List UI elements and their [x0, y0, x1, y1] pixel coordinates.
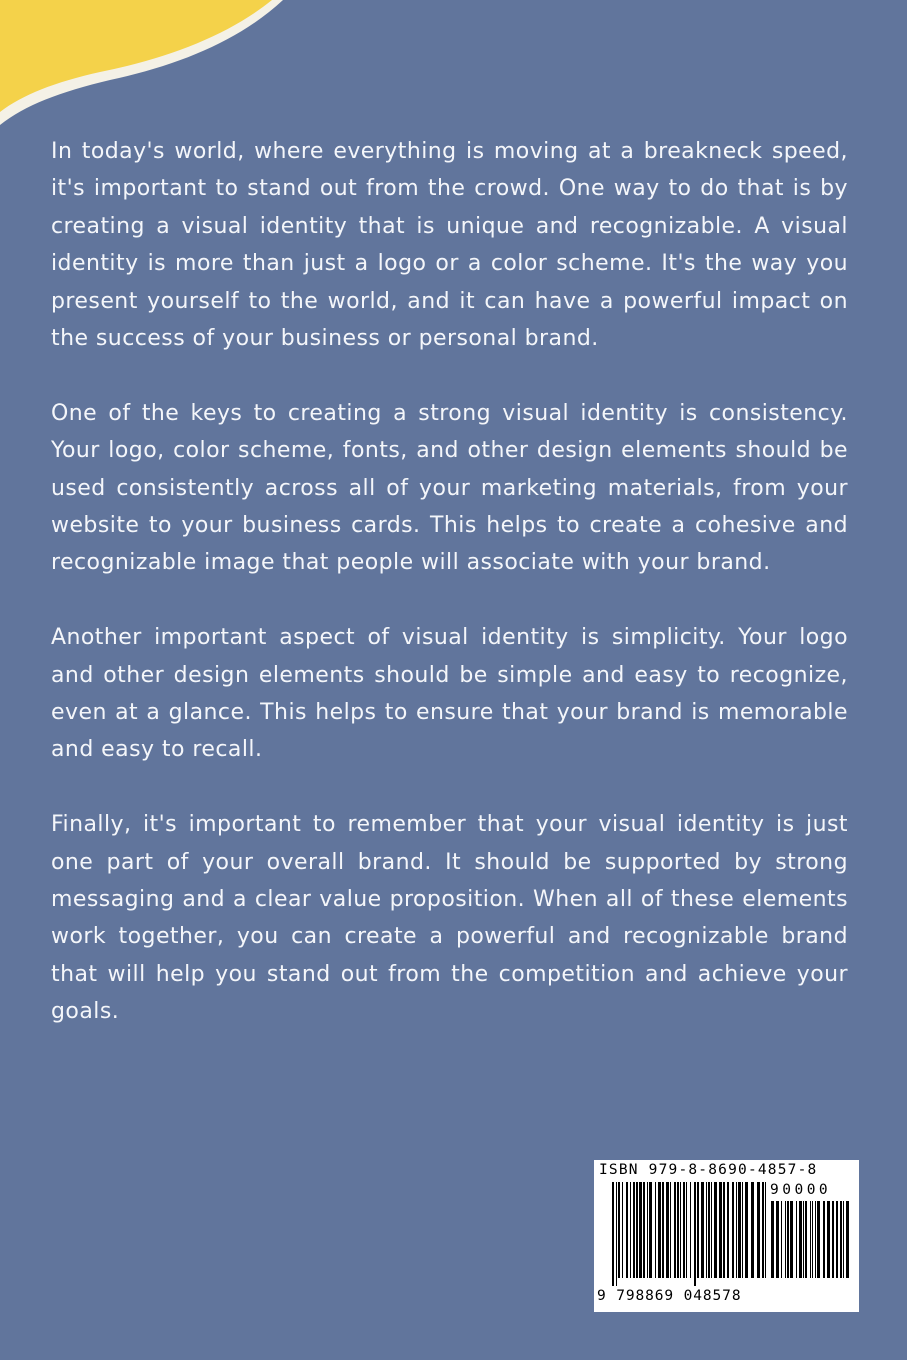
barcode-bar — [706, 1182, 707, 1278]
barcode-addon-bars — [771, 1201, 851, 1286]
barcode-bar — [701, 1182, 704, 1278]
barcode-bar — [690, 1182, 691, 1278]
barcode-bar — [832, 1201, 834, 1278]
barcode-bar — [626, 1182, 628, 1278]
isbn-label: ISBN 979-8-8690-4857-8 — [599, 1162, 818, 1178]
barcode-bar — [674, 1182, 676, 1278]
barcode-bar — [790, 1201, 793, 1278]
barcode-bar — [727, 1182, 729, 1278]
barcode-bar — [633, 1182, 635, 1278]
barcode-bar — [639, 1182, 642, 1278]
barcode-ean-digits: 9 798869 048578 — [597, 1288, 742, 1304]
barcode-bar — [787, 1201, 789, 1278]
barcode-bar — [630, 1182, 631, 1278]
paragraph-4: Finally, it's important to remember that your visual identity is just one part of your overall brand. It should be supported by strong messaging and a clear value proposition. When all of these elements work together, you can create a powerful and recognizable brand that will help you stand out from the competition and achieve your goals. — [51, 812, 848, 1025]
barcode-bar — [649, 1182, 652, 1278]
barcode-bar — [843, 1201, 844, 1278]
barcode-bar — [683, 1182, 685, 1278]
barcode-bar — [622, 1182, 623, 1278]
barcode-bar — [840, 1201, 842, 1278]
barcode-bar — [658, 1182, 661, 1278]
barcode-bar — [636, 1182, 638, 1278]
barcode-bar — [812, 1201, 813, 1278]
yellow-corner-shape — [0, 0, 290, 130]
paragraph-3: Another important aspect of visual identity is simplicity. Your logo and other design elements should be simple and easy to recognize, even at a glance. This helps to ensure that your brand is memorable and easy to recall. — [51, 625, 848, 763]
barcode-bar — [655, 1182, 656, 1278]
barcode-bar — [745, 1182, 748, 1278]
barcode-bar — [616, 1182, 617, 1286]
back-cover-text — [51, 133, 848, 1068]
paragraph-2: One of the keys to creating a strong visual identity is consistency. Your logo, color scheme, fonts, and other design elements should be used consistently across all of your marketing materials, from your website to your business cards. This helps to create a cohesive and recognizable image that people will associate with your brand. — [51, 400, 848, 576]
barcode-bar — [686, 1182, 687, 1278]
barcode-bar — [781, 1201, 782, 1278]
barcode-bar — [694, 1182, 696, 1286]
barcode-bar — [708, 1182, 710, 1278]
barcode-bar — [771, 1201, 774, 1278]
barcode-bar — [827, 1201, 830, 1278]
barcode-bar — [776, 1201, 779, 1278]
barcode-bar — [810, 1201, 811, 1278]
barcode-bar — [719, 1182, 722, 1278]
barcode-bar — [662, 1182, 664, 1278]
barcode-bar — [796, 1201, 797, 1278]
barcode-bar — [846, 1201, 849, 1278]
barcode-bar — [785, 1201, 786, 1278]
barcode-bar — [618, 1182, 620, 1278]
barcode-bar — [738, 1182, 741, 1278]
barcode-bar — [666, 1182, 669, 1278]
barcode-bar — [643, 1182, 645, 1278]
barcode-bar — [612, 1182, 614, 1286]
barcode-bar — [765, 1182, 766, 1278]
barcode-bar — [757, 1182, 760, 1278]
barcode-bar — [736, 1182, 737, 1278]
barcode-bar — [697, 1182, 699, 1278]
barcode-bar — [751, 1182, 754, 1278]
barcode-bar — [762, 1182, 764, 1278]
barcode-bar — [677, 1182, 679, 1278]
isbn-barcode — [594, 1160, 859, 1312]
barcode-bar — [742, 1182, 743, 1278]
barcode-bar — [815, 1201, 816, 1278]
barcode-bar — [799, 1201, 802, 1278]
barcode-bar — [670, 1182, 671, 1278]
barcode-bar — [723, 1182, 725, 1278]
barcode-bar — [680, 1182, 681, 1278]
barcode-bar — [803, 1201, 804, 1278]
barcode-bar — [711, 1182, 712, 1278]
barcode-bar — [732, 1182, 734, 1278]
barcode-bar — [714, 1182, 717, 1278]
barcode-bar — [836, 1201, 838, 1278]
barcode-addon-code: 90000 — [770, 1182, 832, 1198]
paragraph-1: In today's world, where everything is moving at a breakneck speed, it's important to stand out from the crowd. One way to do that is by creating a visual identity that is unique and recognizable. A visual identity is more than just a logo or a color scheme. It's the way you present yourself to the world, and it can have a powerful impact on the success of your business or personal brand. — [51, 139, 848, 352]
barcode-bar — [823, 1201, 825, 1278]
barcode-bar — [817, 1201, 820, 1278]
barcode-main-bars — [612, 1182, 767, 1286]
barcode-bar — [647, 1182, 648, 1278]
barcode-bar — [805, 1201, 807, 1278]
